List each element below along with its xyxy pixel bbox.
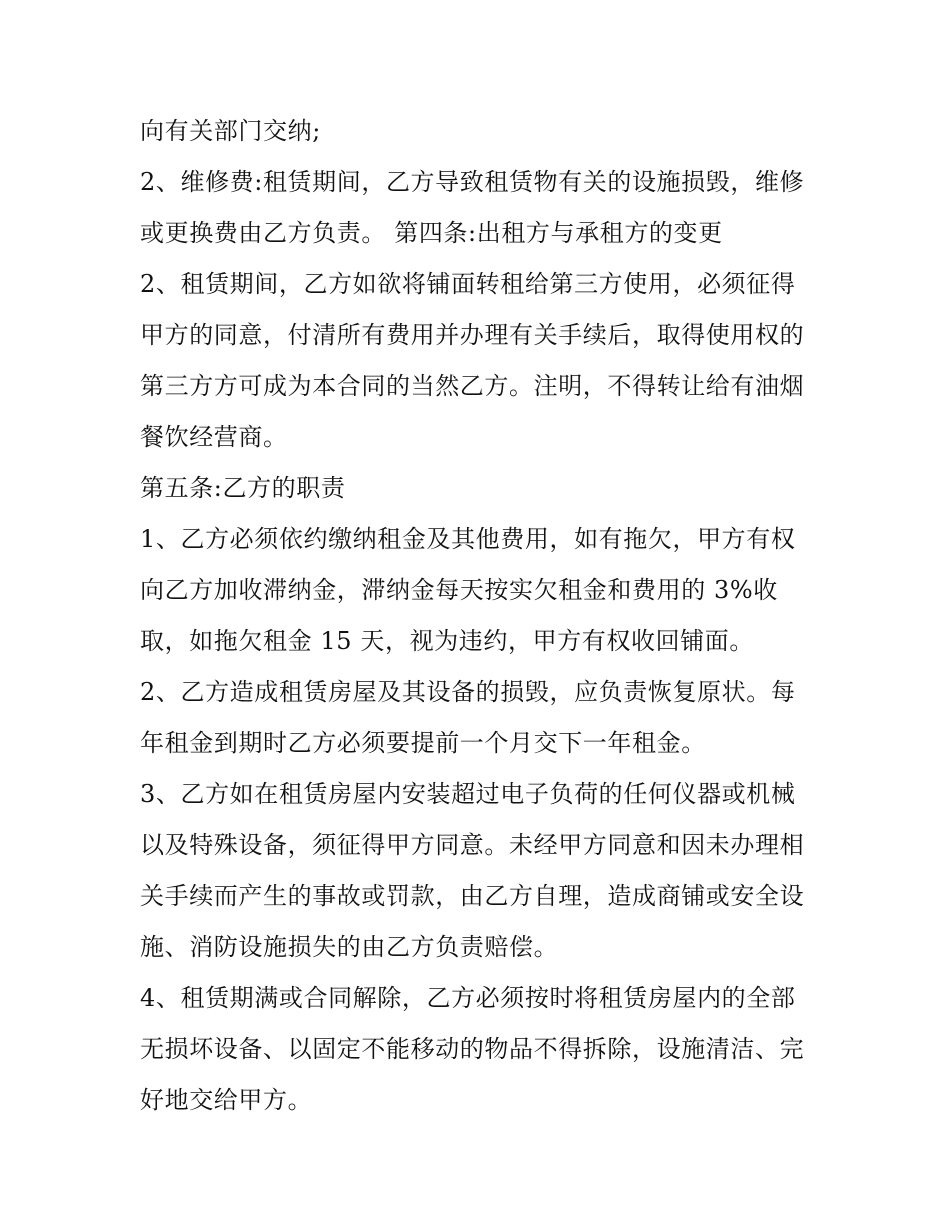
text-line: 1、乙方必须依约缴纳租金及其他费用，如有拖欠，甲方有权 xyxy=(140,525,796,553)
contract-text xyxy=(140,106,820,1126)
text-line: 2、乙方造成租赁房屋及其设备的损毁，应负责恢复原状。每 xyxy=(140,678,796,706)
text-line: 向有关部门交纳; xyxy=(140,117,321,145)
text-line: 4、租赁期满或合同解除，乙方必须按时将租赁房屋内的全部 xyxy=(140,984,796,1012)
section-heading: 第五条:乙方的职责 xyxy=(140,474,346,502)
text-line: 2、租赁期间，乙方如欲将铺面转租给第三方使用，必须征得 xyxy=(140,270,796,298)
text-line: 施、消防设施损失的由乙方负责赔偿。 xyxy=(140,933,559,961)
text-line: 以及特殊设备，须征得甲方同意。未经甲方同意和因未办理相 xyxy=(140,831,805,859)
text-line: 餐饮经营商。 xyxy=(140,423,288,451)
text-line: 关手续而产生的事故或罚款，由乙方自理，造成商铺或安全设 xyxy=(140,882,805,910)
text-line: 2、维修费:租赁期间，乙方导致租赁物有关的设施损毁，维修 xyxy=(140,168,805,196)
text-line: 3、乙方如在租赁房屋内安装超过电子负荷的任何仪器或机械 xyxy=(140,780,796,808)
text-line: 取，如拖欠租金 15 天，视为违约，甲方有权收回铺面。 xyxy=(140,627,754,655)
text-line: 甲方的同意，付清所有费用并办理有关手续后，取得使用权的 xyxy=(140,321,805,349)
text-line: 向乙方加收滞纳金，滞纳金每天按实欠租金和费用的 3%收 xyxy=(140,576,778,604)
text-line: 或更换费由乙方负责。 第四条:出租方与承租方的变更 xyxy=(140,219,723,247)
text-line: 好地交给甲方。 xyxy=(140,1086,313,1114)
text-line: 年租金到期时乙方必须要提前一个月交下一年租金。 xyxy=(140,729,706,757)
text-line: 第三方方可成为本合同的当然乙方。注明，不得转让给有油烟 xyxy=(140,372,805,400)
text-line: 无损坏设备、以固定不能移动的物品不得拆除，设施清洁、完 xyxy=(140,1035,805,1063)
